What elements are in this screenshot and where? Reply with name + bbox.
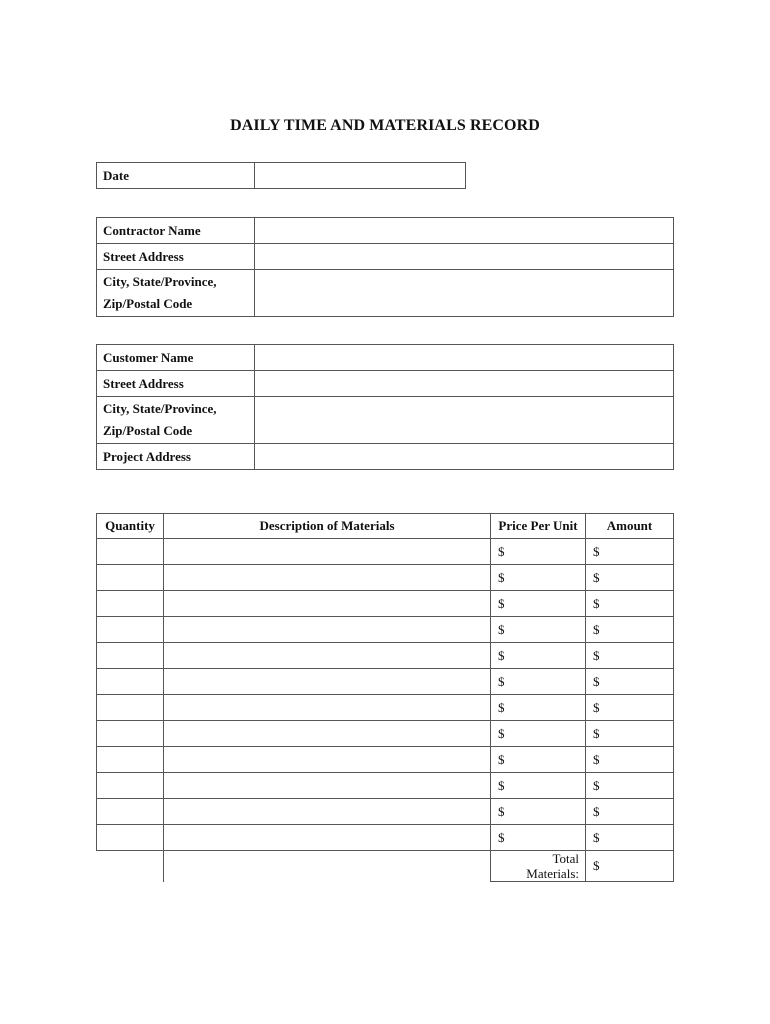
- quantity-cell[interactable]: [97, 643, 164, 669]
- quantity-cell[interactable]: [97, 669, 164, 695]
- quantity-cell[interactable]: [97, 695, 164, 721]
- description-cell[interactable]: [164, 591, 491, 617]
- materials-table: [96, 513, 674, 882]
- price-per-unit-cell[interactable]: $: [491, 591, 586, 617]
- quantity-cell[interactable]: [97, 617, 164, 643]
- customer-name-label: Customer Name: [97, 345, 255, 371]
- total-spacer: [97, 851, 164, 882]
- material-row: [97, 617, 674, 643]
- date-table: [96, 162, 466, 189]
- price-per-unit-cell[interactable]: $: [491, 695, 586, 721]
- price-per-unit-cell[interactable]: $: [491, 643, 586, 669]
- customer-city-label-line1: City, State/Province,: [103, 401, 217, 416]
- page-title: DAILY TIME AND MATERIALS RECORD: [230, 117, 540, 134]
- amount-cell[interactable]: $: [586, 565, 674, 591]
- description-header: Description of Materials: [164, 514, 491, 539]
- price-per-unit-cell[interactable]: $: [491, 799, 586, 825]
- quantity-cell[interactable]: [97, 539, 164, 565]
- amount-cell[interactable]: $: [586, 617, 674, 643]
- material-row: [97, 721, 674, 747]
- quantity-cell[interactable]: [97, 591, 164, 617]
- contractor-city-label-line1: City, State/Province,: [103, 274, 217, 289]
- date-label: Date: [97, 163, 255, 189]
- total-spacer: [164, 851, 491, 882]
- contractor-city-label-line2: Zip/Postal Code: [103, 296, 193, 311]
- amount-cell[interactable]: $: [586, 539, 674, 565]
- contractor-street-label: Street Address: [97, 244, 255, 270]
- quantity-cell[interactable]: [97, 799, 164, 825]
- price-header: Price Per Unit: [491, 514, 586, 539]
- description-cell[interactable]: [164, 825, 491, 851]
- price-per-unit-cell[interactable]: $: [491, 773, 586, 799]
- price-per-unit-cell[interactable]: $: [491, 539, 586, 565]
- total-label-line1: Total: [552, 851, 579, 866]
- description-cell[interactable]: [164, 669, 491, 695]
- customer-name-field[interactable]: [255, 345, 674, 371]
- price-per-unit-cell[interactable]: $: [491, 747, 586, 773]
- customer-street-label: Street Address: [97, 371, 255, 397]
- material-rows: [97, 539, 674, 851]
- material-row: [97, 565, 674, 591]
- material-row: [97, 539, 674, 565]
- contractor-city-field[interactable]: [255, 270, 674, 317]
- amount-header: Amount: [586, 514, 674, 539]
- date-field[interactable]: [255, 163, 466, 189]
- amount-cell[interactable]: $: [586, 669, 674, 695]
- amount-cell[interactable]: $: [586, 721, 674, 747]
- quantity-cell[interactable]: [97, 565, 164, 591]
- price-per-unit-cell[interactable]: $: [491, 721, 586, 747]
- description-cell[interactable]: [164, 617, 491, 643]
- amount-cell[interactable]: $: [586, 591, 674, 617]
- material-row: [97, 695, 674, 721]
- amount-cell[interactable]: $: [586, 747, 674, 773]
- material-row: [97, 799, 674, 825]
- contractor-name-field[interactable]: [255, 218, 674, 244]
- description-cell[interactable]: [164, 643, 491, 669]
- price-per-unit-cell[interactable]: $: [491, 669, 586, 695]
- description-cell[interactable]: [164, 539, 491, 565]
- material-row: [97, 825, 674, 851]
- contractor-city-label: [97, 270, 255, 317]
- quantity-header: Quantity: [97, 514, 164, 539]
- amount-cell[interactable]: $: [586, 643, 674, 669]
- price-per-unit-cell[interactable]: $: [491, 617, 586, 643]
- description-cell[interactable]: [164, 695, 491, 721]
- material-row: [97, 747, 674, 773]
- material-row: [97, 669, 674, 695]
- customer-city-label-line2: Zip/Postal Code: [103, 423, 193, 438]
- project-address-label: Project Address: [97, 444, 255, 470]
- price-per-unit-cell[interactable]: $: [491, 565, 586, 591]
- customer-street-field[interactable]: [255, 371, 674, 397]
- price-per-unit-cell[interactable]: $: [491, 825, 586, 851]
- description-cell[interactable]: [164, 747, 491, 773]
- amount-cell[interactable]: $: [586, 695, 674, 721]
- contractor-street-field[interactable]: [255, 244, 674, 270]
- description-cell[interactable]: [164, 773, 491, 799]
- amount-cell[interactable]: $: [586, 773, 674, 799]
- contractor-name-label: Contractor Name: [97, 218, 255, 244]
- customer-city-label: [97, 397, 255, 444]
- amount-cell[interactable]: $: [586, 825, 674, 851]
- total-materials-amount[interactable]: $: [586, 851, 674, 882]
- quantity-cell[interactable]: [97, 747, 164, 773]
- customer-table: [96, 344, 674, 470]
- quantity-cell[interactable]: [97, 773, 164, 799]
- total-label-line2: Materials:: [526, 866, 579, 881]
- customer-city-field[interactable]: [255, 397, 674, 444]
- quantity-cell[interactable]: [97, 721, 164, 747]
- material-row: [97, 591, 674, 617]
- description-cell[interactable]: [164, 565, 491, 591]
- amount-cell[interactable]: $: [586, 799, 674, 825]
- total-materials-label: [491, 851, 586, 882]
- material-row: [97, 773, 674, 799]
- description-cell[interactable]: [164, 721, 491, 747]
- project-address-field[interactable]: [255, 444, 674, 470]
- material-row: [97, 643, 674, 669]
- contractor-table: [96, 217, 674, 317]
- quantity-cell[interactable]: [97, 825, 164, 851]
- description-cell[interactable]: [164, 799, 491, 825]
